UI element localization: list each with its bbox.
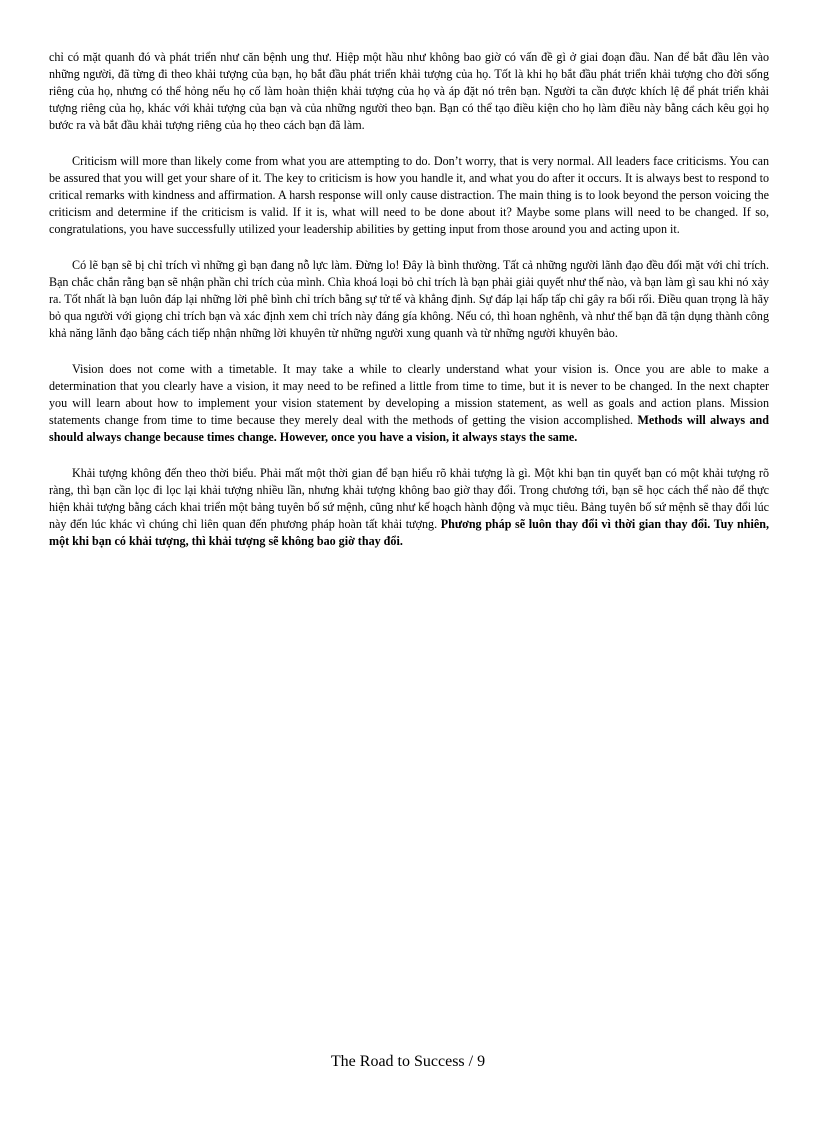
bold-statement: Methods will always and should always change because times change. However, once you have a vision, it always stays the same. — [49, 413, 769, 444]
paragraph-vision-vi: Khải tượng không đến theo thời biểu. Phải mất một thời gian để bạn hiểu rõ khải tượng là gì. Một khi bạn tin quyết bạn có một khải tượng rõ ràng, thì bạn cần lọc đi lọc lại khải tượng nhiều lần, nhưng khải tượng không bao giờ thay đổi. Trong chương tới, bạn sẽ học cách thể nào để thực hiện khải tượng bằng cách khai triển một bảng tuyên bố sứ mệnh, cũng như kế hoạch hành động và mục tiêu. Bảng tuyên bố sứ mệnh sẽ thay đổi lúc này đến lúc khác vì chúng chỉ liên quan đến phương pháp hoàn tất khải tượng. Phương pháp sẽ luôn thay đổi vì thời gian thay đổi. Tuy nhiên, một khi bạn có khải tượng, thì khải tượng sẽ không bao giờ thay đổi. — [49, 466, 769, 548]
paragraph-vision-en: Vision does not come with a timetable. It may take a while to clearly understand what your vision is. Once you are able to make a determination that you clearly have a vision, it may need to be refined a little from time to time, but it is never to be changed. In the next chapter you will learn about how to implement your vision statement by developing a mission statement, as well as goals and action plans. Mission statements change from time to time because they merely deal with the methods of getting the vision accomplished. Methods will always and should always change because times change. However, once you have a vision, it always stays the same. — [49, 362, 769, 444]
paragraph-criticism-en: Criticism will more than likely come from what you are attempting to do. Don’t worry, that is very normal. All leaders face criticisms. You can be assured that you will get your share of it. The key to criticism is how you handle it, and what you do after it occurs. It is always best to respond to critical remarks with kindness and affirmation. A harsh response will only cause distraction. The main thing is to look beyond the person voicing the criticism and determine if the criticism is valid. If it is, what will need to be done about it? Maybe some plans will need to be changed. If so, congratulations, you have successfully utilized your leadership abilities by getting input from those around you and acting upon it. — [49, 154, 769, 236]
bold-statement: Phương pháp sẽ luôn thay đổi vì thời gian thay đổi. Tuy nhiên, một khi bạn có khải tượng, thì khải tượng sẽ không bao giờ thay đổi. — [49, 517, 769, 548]
page-body — [49, 49, 769, 569]
paragraph-criticism-vi: Có lẽ bạn sẽ bị chỉ trích vì những gì bạn đang nỗ lực làm. Đừng lo! Đây là bình thường. Tất cả những người lãnh đạo đều đối mặt với chỉ trích. Bạn chắc chắn rằng bạn sẽ nhận phần chỉ trích của mình. Chìa khoá loại bỏ chỉ trích là bạn phải giải quyết như thế nào, và bạn làm gì sau khi nó xảy ra. Tốt nhất là bạn luôn đáp lại những lời phê bình chỉ trích bằng sự tử tế và khẳng định. Sự đáp lại hấp tấp chỉ gây ra bối rối. Điều quan trọng là hãy bỏ qua người với giọng chỉ trích bạn và xác định xem chỉ trích này đáng gía không. Nếu có, thì hoan nghênh, và như thế bạn đã tận dụng thành công khả năng lãnh đạo bằng cách tiếp nhận những lời khuyên từ những người xung quanh và từ những người khuyên bảo. — [49, 258, 769, 340]
paragraph-vi-continuation: chỉ có mặt quanh đó và phát triển như căn bệnh ung thư. Hiệp một hầu như không bao giờ có vấn đề gì ở giai đoạn đầu. Nan để bắt đầu lên vào những người, đã từng đi theo khải tượng của bạn, họ bắt đầu phát triển khải tượng của họ. Tốt là khi họ bắt đầu phát triển khải tượng cho đời sống riêng của họ, nhưng có thể hỏng nếu họ cố làm hoàn thiện khải tượng của họ và áp đặt nó trên bạn. Người ta cần được khích lệ để phát triển khải tượng riêng của họ, khác với khải tượng của bạn và của những người theo bạn. Bạn có thể tạo điều kiện cho họ làm điều này bằng cách kêu gọi họ bước ra và bắt đầu khải tượng riêng của họ theo cách bạn đã làm. — [49, 50, 769, 132]
page-footer: The Road to Success / 9 — [330, 1053, 486, 1070]
